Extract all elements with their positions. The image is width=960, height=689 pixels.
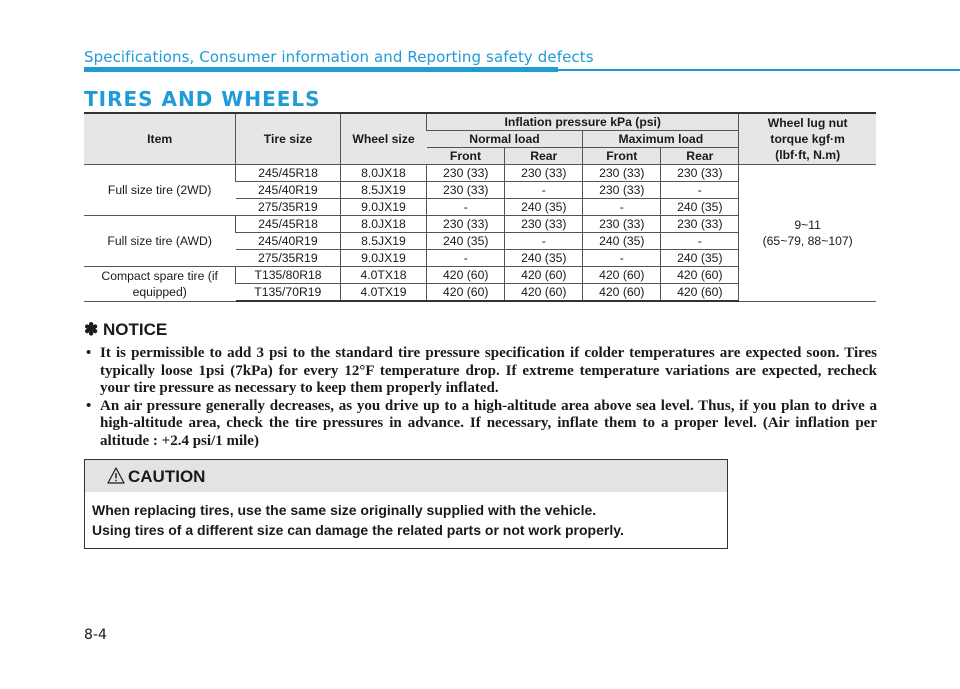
normal-rear-cell: 230 (33) <box>505 216 583 233</box>
normal-rear-cell: 240 (35) <box>505 250 583 267</box>
item-cell: Full size tire (2WD) <box>84 165 236 216</box>
wheel-size-cell: 8.5JX19 <box>340 233 426 250</box>
wheel-size-cell: 9.0JX19 <box>340 250 426 267</box>
maximum-front-cell: 230 (33) <box>583 182 661 199</box>
maximum-rear-cell: 420 (60) <box>661 267 739 284</box>
table-row <box>84 165 876 182</box>
lug-nut-torque-value: 9~11 <box>794 217 821 232</box>
header-wheel-size: Wheel size <box>340 113 426 165</box>
maximum-rear-cell: 420 (60) <box>661 284 739 302</box>
wheel-size-cell: 9.0JX19 <box>340 199 426 216</box>
wheel-size-cell: 4.0TX18 <box>340 267 426 284</box>
tire-size-cell: T135/70R19 <box>236 284 340 302</box>
tire-spec-table <box>84 112 876 302</box>
header-maximum-front: Front <box>583 148 661 165</box>
lug-nut-torque-cell <box>739 165 876 302</box>
normal-rear-cell: - <box>505 233 583 250</box>
notice-item <box>84 345 877 398</box>
notice-item-text: An air pressure generally decreases, as you drive up to a high-altitude area above sea level. Thus, if you plan to drive a high-altitude area, check the tire pressures in advance. If necessary, inflate them to a proper level. (Air inflation per altitude : +2.4 psi/1 mile) <box>100 397 877 449</box>
tire-size-cell: 245/40R19 <box>236 233 340 250</box>
wheel-size-cell: 8.5JX19 <box>340 182 426 199</box>
tire-size-cell: 275/35R19 <box>236 199 340 216</box>
header-normal-front: Front <box>427 148 505 165</box>
normal-rear-cell: - <box>505 182 583 199</box>
normal-rear-cell: 420 (60) <box>505 267 583 284</box>
maximum-rear-cell: - <box>661 233 739 250</box>
header-inflation-pressure: Inflation pressure kPa (psi) <box>427 113 739 131</box>
section-title: TIRES AND WHEELS <box>84 87 321 111</box>
maximum-rear-cell: - <box>661 182 739 199</box>
normal-front-cell: 230 (33) <box>427 182 505 199</box>
notice-item <box>84 398 877 451</box>
tire-size-cell: 245/45R18 <box>236 216 340 233</box>
maximum-front-cell: 240 (35) <box>583 233 661 250</box>
caution-line: When replacing tires, use the same size originally supplied with the vehicle. <box>92 502 597 518</box>
page-number: 8-4 <box>84 627 107 643</box>
tire-size-cell: T135/80R18 <box>236 267 340 284</box>
maximum-front-cell: 420 (60) <box>583 267 661 284</box>
normal-rear-cell: 240 (35) <box>505 199 583 216</box>
header-rule <box>558 69 960 71</box>
bullet-marker: • <box>86 397 92 414</box>
item-cell: Full size tire (AWD) <box>84 216 236 267</box>
notice-title: ✽ NOTICE <box>84 320 168 339</box>
normal-front-cell: 240 (35) <box>427 233 505 250</box>
chapter-header-title: Specifications, Consumer information and Reporting safety defects <box>84 48 594 66</box>
caution-body <box>85 492 727 540</box>
normal-front-cell: 230 (33) <box>427 165 505 182</box>
maximum-rear-cell: 230 (33) <box>661 216 739 233</box>
item-cell: Compact spare tire (if equipped) <box>84 267 236 302</box>
header-maximum-rear: Rear <box>661 148 739 165</box>
bullet-marker: • <box>86 345 92 361</box>
lug-nut-torque-value-alt: (65~79, 88~107) <box>762 233 853 248</box>
warning-triangle-icon <box>107 467 125 484</box>
maximum-front-cell: 230 (33) <box>583 216 661 233</box>
maximum-front-cell: 420 (60) <box>583 284 661 302</box>
normal-front-cell: - <box>427 250 505 267</box>
wheel-size-cell: 8.0JX18 <box>340 165 426 182</box>
tire-size-cell: 275/35R19 <box>236 250 340 267</box>
caution-line: Using tires of a different size can damage the related parts or not work properly. <box>92 522 624 538</box>
normal-front-cell: 230 (33) <box>427 216 505 233</box>
maximum-front-cell: - <box>583 250 661 267</box>
header-normal-rear: Rear <box>505 148 583 165</box>
tire-size-cell: 245/45R18 <box>236 165 340 182</box>
normal-front-cell: 420 (60) <box>427 267 505 284</box>
tire-size-cell: 245/40R19 <box>236 182 340 199</box>
notice-list <box>84 345 877 450</box>
header-accent-bar <box>84 67 558 72</box>
caution-label: CAUTION <box>128 467 206 486</box>
maximum-rear-cell: 230 (33) <box>661 165 739 182</box>
maximum-rear-cell: 240 (35) <box>661 250 739 267</box>
maximum-front-cell: - <box>583 199 661 216</box>
wheel-size-cell: 4.0TX19 <box>340 284 426 302</box>
header-tire-size: Tire size <box>236 113 340 165</box>
header-item: Item <box>84 113 236 165</box>
normal-rear-cell: 230 (33) <box>505 165 583 182</box>
normal-front-cell: 420 (60) <box>427 284 505 302</box>
caution-header <box>85 460 727 492</box>
notice-item-text: It is permissible to add 3 psi to the standard tire pressure specification if colder temperatures are expected soon. Tires typically loose 1psi (7kPa) for every 12°F temperature drop. If extreme temperature variations are expected, recheck your tire pressure as necessary to keep them properly inflated. <box>100 345 877 396</box>
header-normal-load: Normal load <box>427 131 583 148</box>
normal-rear-cell: 420 (60) <box>505 284 583 302</box>
maximum-rear-cell: 240 (35) <box>661 199 739 216</box>
normal-front-cell: - <box>427 199 505 216</box>
header-lug-nut-torque: Wheel lug nut torque kgf·m (lbf·ft, N.m) <box>739 113 876 165</box>
caution-box <box>84 459 728 549</box>
maximum-front-cell: 230 (33) <box>583 165 661 182</box>
header-maximum-load: Maximum load <box>583 131 739 148</box>
wheel-size-cell: 8.0JX18 <box>340 216 426 233</box>
